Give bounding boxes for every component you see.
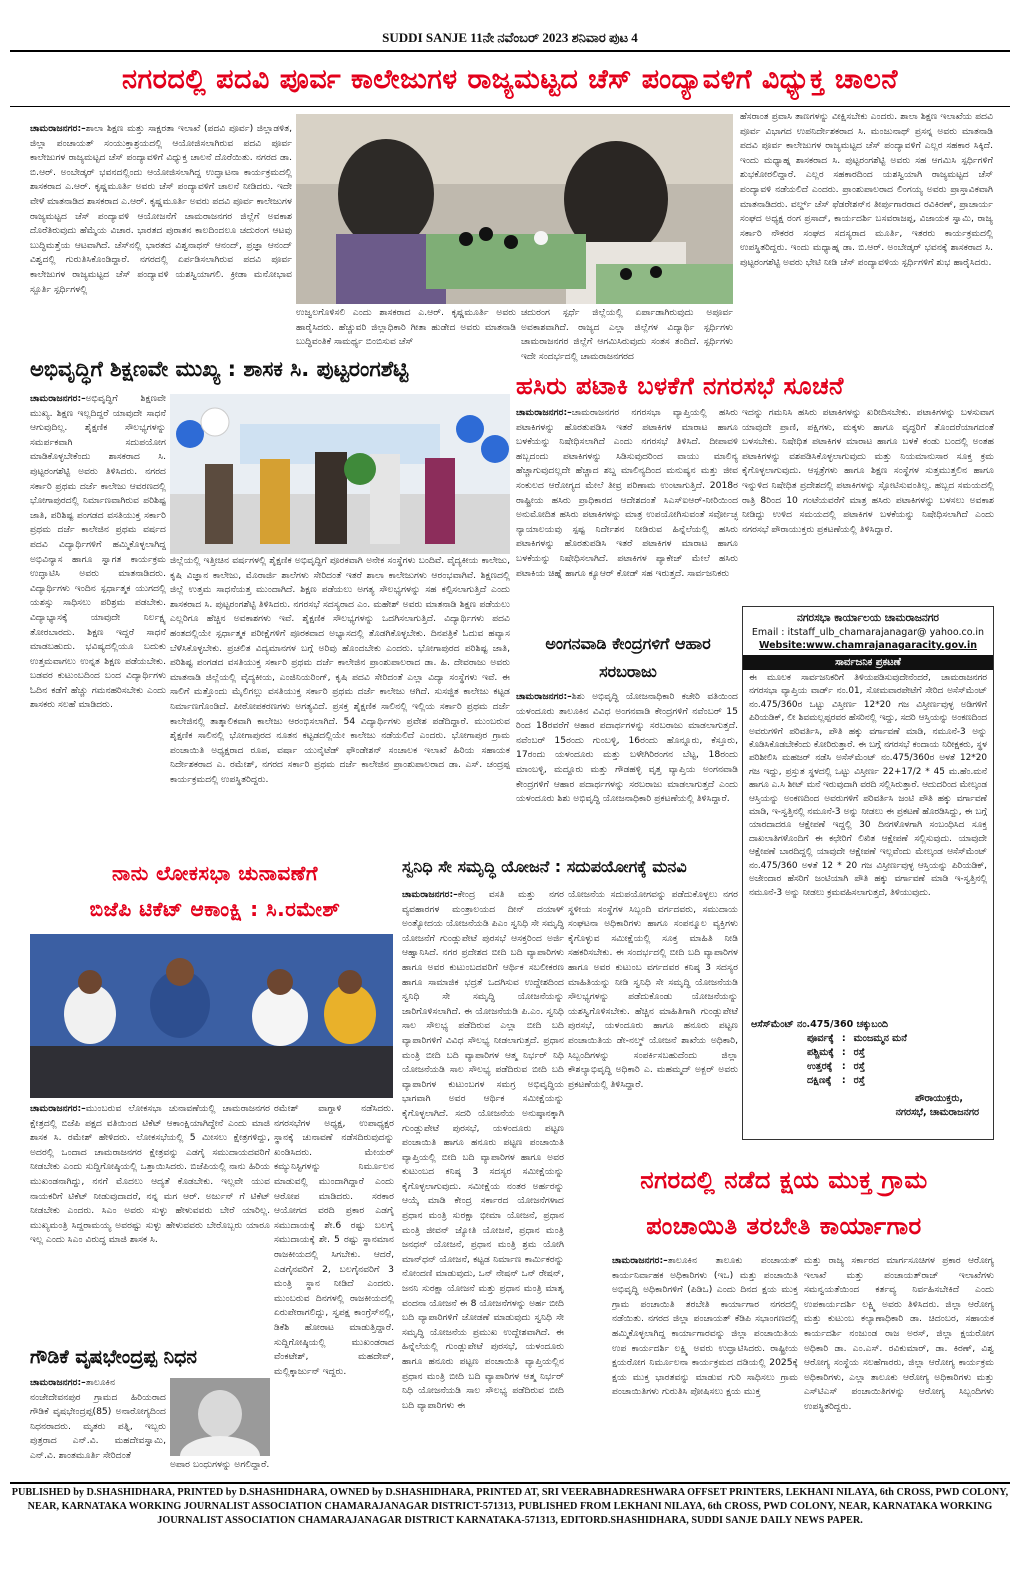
notice-title: ಸಾರ್ವಜನಿಕ ಪ್ರಕಟಣೆ [743, 655, 993, 670]
kshaya-col2: ಮತ್ತು ರಾಜ್ಯ ಸರ್ಕಾರದ ಮಾರ್ಗಸೂಚಿಗಳ ಪ್ರಕಾರ ಆರೋಗ್ಯ ಇಲಾಖೆ ಮತ್ತು ಪಂಚಾಯತ್‌ರಾಜ್ ಇಲಾಖೆಗಳು ಸಮನ್ವಯತೆಯಿಂದ ಕರ್ತವ್ಯ ನಿರ್ವಹಿಸಬೇಕಿದೆ ಎಂದು ಉಪಕಾರ್ಯದರ್ಶಿ ಲಕ್ಷ್ಮಿ ಅವರು ತಿಳಿಸಿದರು. ಜಿಲ್ಲಾ ಆರೋಗ್ಯ ಮತ್ತು ಕುಟುಂಬ ಕಲ್ಯಾಣಾಧಿಕಾರಿ ಡಾ. ಚಿದಂಬರ, ಸಹಾಯಕ ಕಾರ್ಯದರ್ಶಿ ನಂಜುಂಡ ರಾಜ ಅರಸ್, ಜಿಲ್ಲಾ ಕ್ಷಯರೋಗ ಅಧಿಕಾರಿ ಡಾ. ಎಂ.ಎಸ್. ರವಿಕುಮಾರ್, ಡಾ. ಕಿರಣ್, ವಿಶ್ವ ಆರೋಗ್ಯ ಸಂಸ್ಥೆಯ ಸಲಹೆಗಾರರು, ಜಿಲ್ಲಾ ಆರೋಗ್ಯ ಕಾರ್ಯಕ್ರಮ ಅಧಿಕಾರಿಗಳು, ಎಲ್ಲಾ ತಾಲೂಕು ಆರೋಗ್ಯ ಅಧಿಕಾರಿಗಳು ಮತ್ತು ಎಸ್‌ಟಿಎಸ್ ಪಂಚಾಯಿತಿಗಳನ್ನು ಆರೋಗ್ಯ ಸಿಬ್ಬಂದಿಗಳು ಉಪಸ್ಥಿತರಿದ್ದರು. [804, 1255, 994, 1412]
kshaya-headline-1: ನಗರದಲ್ಲಿ ನಡೆದ ಕ್ಷಯ ಮುಕ್ತ ಗ್ರಾಮ [640, 1166, 928, 1194]
imprint-footer: PUBLISHED by D.SHASHIDHARA, PRINTED by D.SHASHIDHARA, OWNED by D.SHASHIDHARA, PRINTED AT, SRI VEERABHADRESHWARA OFFSET PRINTERS, LEKHANI NILAYA, 6th CROSS, PWD COLONY, NEAR, KARNATAKA WORKING JOURNALIST ASSOCIATION CHAMARAJANAGAR DISTRICT-571313, PUBLISHED FROM LEKHANI NILAYA, 6th CROSS, PWD COLONY, NEAR, KARNATAKA WORKING JOURNALIST ASSOCIATION CHAMARAJANAGAR DISTRICT KARNATAKA-571313, EDITORD.SHASHIDHARA, SUDDI SANJE DAILY NEWS PAPER. [11, 1487, 1009, 1526]
notice-sign-office: ನಗರಸಭೆ, ಚಾಮರಾಜನಗರ [895, 1107, 979, 1118]
footer-rule [10, 1482, 1010, 1484]
press-meet-image [30, 934, 393, 1098]
schedule-row: ದಕ್ಷಿಣಕ್ಕೆ : ರಸ್ತೆ [807, 1075, 865, 1086]
notice-website: Website:www.chamrajanagaracity.gov.in [758, 640, 978, 651]
obit-body: ಚಾಮರಾಜನಗರ:–ತಾಲೂಕಿನ ನಂಜೇದೇವನಪುರ ಗ್ರಾಮದ ಹಿರಿಯರಾದ ಗೌಡಿಕೆ ವೃಷಭೇಂದ್ರಪ್ಪ(85) ಅನಾರೋಗ್ಯದಿಂದ ನಿಧನರಾದರು. ಮೃತರು ಪತ್ನಿ, ಇಬ್ಬರು ಪುತ್ರರಾದ ಎನ್.ವಿ. ಮಹದೇವಸ್ವಾಮಿ, ಎನ್.ವಿ. ಶಾಂತಮೂರ್ತಿ ಸೇರಿದಂತೆ [30, 1377, 166, 1461]
schedule-row: ಪೂರ್ವಕ್ಕೆ : ಮಂಜಮ್ಮನ ಮನೆ [807, 1033, 907, 1044]
obit-headline: ಗೌಡಿಕೆ ವೃಷಭೇಂದ್ರಪ್ಪ ನಿಧನ [30, 1346, 197, 1368]
lead-body-col4: ಹೆಸರಾಂತ ಪ್ರವಾಸಿ ತಾಣಗಳನ್ನು ವೀಕ್ಷಿಸಬೇಕು ಎಂದರು. ಶಾಲಾ ಶಿಕ್ಷಣ ಇಲಾಖೆಯ ಪದವಿ ಪೂರ್ವ ವಿಭಾಗದ ಉಪನಿರ್ದೇಶಕರಾದ ಸಿ. ಮಂಜುನಾಥ್ ಪ್ರಸನ್ನ ಅವರು ಮಾತನಾಡಿ ಪದವಿ ಪೂರ್ವ ಕಾಲೇಜುಗಳ ರಾಜ್ಯಮಟ್ಟದ ಚೆಸ್ ಪಂದ್ಯಾವಳಿಗೆ ಎಲ್ಲರ ಸಹಕಾರ ಸಿಕ್ಕಿದೆ. ಇಂದು ಮಧ್ಯಾಹ್ನ ಶಾಸಕರಾದ ಸಿ. ಪುಟ್ಟರಂಗಶೆಟ್ಟಿ ಅವರು ಸಹ ಆಗಮಿಸಿ ಸ್ಪರ್ಧಿಗಳಿಗೆ ಶುಭಕೋರಲಿದ್ದಾರೆ. ಎಲ್ಲರ ಸಹಕಾರದಿಂದ ಯಶಸ್ವಿಯಾಗಿ ರಾಜ್ಯಮಟ್ಟದ ಚೆಸ್ ಪಂದ್ಯಾವಳಿ ನಡೆಯಲಿದೆ ಎಂದರು. ಪ್ರಾಂಶುಪಾಲರಾದ ಲಿಂಗಯ್ಯ ಅವರು ಪ್ರಾಸ್ತಾವಿಕವಾಗಿ ಮಾತನಾಡಿದರು. ವರ್ಲ್ಡ್ ಚೆಸ್ ಫೆಡರೇಶನ್‌ನ ತೀರ್ಪುಗಾರರಾದ ರವಿಕಿರಣ್, ಪ್ರಾಚಾರ್ಯ ಸಂಘದ ಅಧ್ಯಕ್ಷ ರಂಗ ಪ್ರಸಾದ್, ಕಾರ್ಯದರ್ಶಿ ಬಸವರಾಜಪ್ಪ, ವಿಜಾಯಕ ಸ್ವಾಮಿ, ರಾಜ್ಯ ಸರ್ಕಾರಿ ನೌಕರರ ಸಂಘದ ಸದಸ್ಯರಾದ ಮೂರ್ತಿ, ಇತರರು ಕಾರ್ಯಕ್ರಮದಲ್ಲಿ ಉಪಸ್ಥಿತರಿದ್ದರು. ಇಂದು ಮಧ್ಯಾಹ್ನ ಡಾ. ಬಿ.ಆರ್. ಅಂಬೇಡ್ಕರ್ ಭವನಕ್ಕೆ ಶಾಸಕರಾದ ಸಿ. ಪುಟ್ಟರಂಗಶೆಟ್ಟಿ ಅವರು ಭೇಟಿ ನೀಡಿ ಚೆಸ್ ಪಂದ್ಯಾವಳಿಯ ಸ್ಪರ್ಧಿಗಳಿಗೆ ಶುಭ ಹಾರೈಸಿದರು. [740, 111, 993, 268]
notice-schedule-title: ಆಸೆಸ್‌ಮೆಂಟ್ ನಂ.475/360 ಚಕ್ಕುಬಂದಿ [751, 1019, 889, 1030]
college-event-photo [170, 394, 510, 554]
svanidhi-col2: ಯೋಜನೆಯ ಸದುಪಯೋಗವನ್ನು ಪಡೆದುಕೊಳ್ಳಲು ನಗರ ಸ್ಥಳೀಯ ಸಂಸ್ಥೆಗಳ ಸಿಬ್ಬಂದಿ ವರ್ಗದವರು, ಸಮುದಾಯ ಸಂಘಟನಾ ಅಧಿಕಾರಿಗಳು ಹಾಗೂ ಸಂಪನ್ಮೂಲ ವ್ಯಕ್ತಿಗಳು ಕೈಗೊಳ್ಳುವ ಸಮೀಕ್ಷೆಯಲ್ಲಿ ಸೂಕ್ತ ಮಾಹಿತಿ ನೀಡಿ ಸಹಕರಿಸಬೇಕು. ಈ ಸಂದರ್ಭದಲ್ಲಿ ಬೀದಿ ಬದಿ ವ್ಯಾಪಾರಿಗಳ ಹಾಗೂ ಅವರ ಕುಟುಂಬ ವರ್ಗದವರ ಕನಿಷ್ಠ 3 ಸದಸ್ಯರ ಮಾಹಿತಿಯನ್ನು ನೀಡಿ ಸ್ವನಿಧಿ ಸೇ ಸಮೃದ್ಧಿ ಯೋಜನೆಯಡಿ ಸೌಲಭ್ಯಗಳನ್ನು ಪಡೆದುಕೊಂಡು ಯೋಜನೆಯನ್ನು ಯಶಸ್ವಿಗೊಳಿಸಬೇಕು. ಹೆಚ್ಚಿನ ಮಾಹಿತಿಗಾಗಿ ಗುಂಡ್ಲುಪೇಟೆ ಪುರಸಭೆ, ಯಳಂದೂರು ಹಾಗೂ ಹನೂರು ಪಟ್ಟಣ ಪಂಚಾಯಿತಿಯ ಡೇ-ನಲ್ಮ್ ಯೋಜನೆ ಶಾಖೆಯ ಅಧಿಕಾರಿ, ಸಿಬ್ಬಂದಿಗಳನ್ನು ಸಂಪರ್ಕಿಸಬಹುದೆಂದು ಜಿಲ್ಲಾ ಕೌಶಲ್ಯಾಭಿವೃದ್ಧಿ ಅಧಿಕಾರಿ ಎ. ಮಹಮ್ಮದ್ ಅಕ್ಬರ್ ಅವರು ಪ್ರಕಟಣೆಯಲ್ಲಿ ತಿಳಿಸಿದ್ದಾರೆ. [568, 889, 738, 1090]
kshaya-col1: ಚಾಮರಾಜನಗರ:–ತಾಲೂಕಿನ ತಾಲೂಕು ಪಂಚಾಯತ್ ಕಾರ್ಯನಿರ್ವಾಹಕ ಅಧಿಕಾರಿಗಳು (ಇಒ) ಮತ್ತು ಪಂಚಾಯಿತಿ ಅಭಿವೃದ್ಧಿ ಅಧಿಕಾರಿಗಳಿಗೆ (ಪಿಡಿಒ) ಎಂದು ದಿನದ ಕ್ಷಯ ಮುಕ್ತ ಗ್ರಾಮ ಪಂಚಾಯಿತಿ ತರಬೇತಿ ಕಾರ್ಯಾಗಾರ ನಗರದಲ್ಲಿ ನಡೆಯಿತು. ನಗರದ ಜಿಲ್ಲಾ ಪಂಚಾಯತ್ ಕೆಡಿಪಿ ಸಭಾಂಗಣದಲ್ಲಿ ಹಮ್ಮಿಕೊಳ್ಳಲಾಗಿದ್ದ ಕಾರ್ಯಾಗಾರವನ್ನು ಜಿಲ್ಲಾ ಪಂಚಾಯಿತಿಯ ಉಪ ಕಾರ್ಯದರ್ಶಿ ಲಕ್ಷ್ಮಿ ಅವರು ಉದ್ಘಾಟಿಸಿದರು. ರಾಷ್ಟ್ರೀಯ ಕ್ಷಯರೋಗ ನಿರ್ಮೂಲನಾ ಕಾರ್ಯಕ್ರಮದ ದಡಿಯಲ್ಲಿ 2025ಕ್ಕೆ ಕ್ಷಯ ಮುಕ್ತ ಭಾರತವನ್ನು ಮಾಡುವ ಗುರಿ ಸಾಧಿಸಲು ಗ್ರಾಮ ಪಂಚಾಯಿತಿಗಳು ಗುರುತಿಸಿ ಪೋಷಿಸಲು ಕ್ಷಯ ಮುಕ್ತ [612, 1255, 798, 1398]
ticket-col2: ರಮೇಶ್ ವಾಗ್ದಾಳಿ ನಡೆಸಿದರು. ನಗರಸಭೆಗಳ ಅಧ್ಯಕ್ಷ, ಉಪಾಧ್ಯಕ್ಷರ ಸ್ಥಾನಕ್ಕೆ ಚುನಾವಣೆ ನಡೆಸದಿರುವುದನ್ನು ಖಂಡಿಸಿದರು. ಮೇಯರ್ ಕಮ್ಯುನಿಸ್ಟಿಗಳನ್ನು ನಿರ್ಮೂಲನ ಮಾಡುವಲ್ಲಿ ಮುಂದಾಗಿದ್ದಾರೆ ಎಂದು ಆರೋಪ ಮಾಡಿದರು. ಸರಕಾರ ಆಯೋಗದ ವರದಿ ಪ್ರಕಾರ ಎಡಗೈ ಸಮುದಾಯಕ್ಕೆ ಶೇ.6 ರಷ್ಟು ಬಲಗೈ ಸಮುದಾಯಕ್ಕೆ ಶೇ. 5 ರಷ್ಟು ಸ್ಥಾನಮಾನ ರಾಜಕೀಯದಲ್ಲಿ ಸಿಗಬೇಕು. ಆದರೆ, ಎಡಗೈನವರಿಗೆ 2, ಬಲಗೈನವರಿಗೆ 3 ಮಂತ್ರಿ ಸ್ಥಾನ ನೀಡಿದೆ ಎಂದರು. ಮುಂಬರುವ ದಿನಗಳಲ್ಲಿ ರಾಜಕೀಯದಲ್ಲಿ ಏರುಪೇರಾಗಲಿದ್ದು, ಸ್ವಪಕ್ಷ ಕಾಂಗ್ರೆಸ್‌ನಲ್ಲಿ, ಡಿಕೆಶಿ ಹೋರಾಟ ಮಾಡುತ್ತಿದ್ದಾರೆ. ಸುದ್ದಿಗೋಷ್ಠಿಯಲ್ಲಿ ಮುಖಂಡರಾದ ವೆಂಕಟೇಶ್, ಮಹದೇವ್, ಮಲ್ಲಿಕ್ಕಾರ್ಜುನ್ ಇದ್ದರು. [274, 1103, 394, 1377]
lead-body-col3: ಚದುರಂಗ ಸ್ಪರ್ಧೆ ಜಿಲ್ಲೆಯಲ್ಲಿ ಏರ್ಪಾಡಾಗಿರುವುದು ಅಪೂರ್ವ ಅವಕಾಶವಾಗಿದೆ. ರಾಜ್ಯದ ಎಲ್ಲಾ ಜಿಲ್ಲೆಗಳ ವಿದ್ಯಾರ್ಥಿ ಸ್ಪರ್ಧಿಗಳು ಚಾಮರಾಜನಗರ ಜಿಲ್ಲೆಗೆ ಆಗಮಿಸಿರುವುದು ಸಂತಸ ತಂದಿದೆ. ಸ್ಪರ್ಧಿಗಳು ಇದೇ ಸಂದರ್ಭದಲ್ಲಿ ಚಾಮರಾಜನಗರದ [521, 307, 733, 362]
shikshana-main-text: ಜಿಲ್ಲೆಯಲ್ಲಿ ಇತ್ತೀಚಿನ ವರ್ಷಗಳಲ್ಲಿ ಶೈಕ್ಷಣಿಕ ಅಭಿವೃದ್ಧಿಗೆ ಪೂರಕವಾಗಿ ಅನೇಕ ಸಂಸ್ಥೆಗಳು ಬಂದಿವೆ. ವೈದ್ಯಕೀಯ ಕಾಲೇಜು, ಕೃಷಿ ವಿಜ್ಞಾನ ಕಾಲೇಜು, ಮೊರಾರ್ಜಿ ಶಾಲೆಗಳು ಸೇರಿದಂತೆ ಇತರೆ ಶಾಲಾ ಕಾಲೇಜುಗಳು ಆರಂಭವಾಗಿವೆ. ಶಿಕ್ಷಣದಲ್ಲಿ ಜಿಲ್ಲೆ ಉತ್ತಮ ಸಾಧನೆಯತ್ತ ಮುಂದಾಗಿದೆ. ಶಿಕ್ಷಣ ಪಡೆಯಲು ಅಗತ್ಯ ಸೌಲಭ್ಯಗಳನ್ನು ಸಹ ಕಲ್ಪಿಸಲಾಗುತ್ತಿದೆ ಎಂದು ಶಾಸಕರಾದ ಸಿ. ಪುಟ್ಟರಂಗಶೆಟ್ಟಿ ತಿಳಿಸಿದರು. ನಗರಸಭೆ ಸದಸ್ಯರಾದ ಎಂ. ಮಹೇಶ್ ಅವರು ಮಾತನಾಡಿ ಶಿಕ್ಷಣ ಪಡೆಯಲು ಎಲ್ಲರಿಗೂ ಹೆಚ್ಚಿನ ಅವಕಾಶಗಳು ಇವೆ. ಶೈಕ್ಷಣಿಕ ಸೌಲಭ್ಯಗಳನ್ನು ಒದಗಿಸಲಾಗುತ್ತಿದೆ. ವಿದ್ಯಾರ್ಥಿಗಳು ಪದವಿ ಹಂತದಲ್ಲಿಯೇ ಸ್ಪರ್ಧಾತ್ಮಕ ಪರೀಕ್ಷೆಗಳಿಗೆ ಪೂರಕವಾದ ಅಭ್ಯಾಸದಲ್ಲಿ ತೊಡಗಿಕೊಳ್ಳಬೇಕು. ದಿನಪತ್ರಿಕೆ ಓದುವ ಹವ್ಯಾಸ ಬೆಳೆಸಿಕೊಳ್ಳಬೇಕು. ಪ್ರಚಲಿತ ವಿದ್ಯಮಾನಗಳ ಬಗ್ಗೆ ಅರಿವು ಹೊಂದಬೇಕು ಎಂದರು. ಭೋಗಾಪುರದ ಪರಿಶಿಷ್ಟ ಜಾತಿ, ಪರಿಶಿಷ್ಟ ಪಂಗಡದ ವಸತಿಯುಕ್ತ ಸರ್ಕಾರಿ ಪ್ರಥಮ ದರ್ಜೆ ಕಾಲೇಜಿನ ಪ್ರಾಂಶುಪಾಲರಾದ ಡಾ. ಹಿ. ದೇವರಾಜು ಅವರು ಮಾತನಾಡಿ ಜಿಲ್ಲೆಯಲ್ಲಿ ವೈದ್ಯಕೀಯ, ಎಂಜಿನಿಯರಿಂಗ್, ಕೃಷಿ ಪದವಿ ಸೇರಿದಂತೆ ಎಲ್ಲಾ ವಿದ್ಯಾ ಸಂಸ್ಥೆಗಳು ಇವೆ. ಈ ಸಾಲಿಗೆ ಮತ್ತೊಂದು ಮೈಲಿಗಲ್ಲು ವಸತಿಯುಕ್ತ ಸರ್ಕಾರಿ ಪ್ರಥಮ ದರ್ಜೆ ಕಾಲೇಜು ಆಗಿದೆ. ಸುಸಜ್ಜಿತ ಕಾಲೇಜು ಕಟ್ಟಡ ನಿರ್ಮಾಣಗೊಂಡಿದೆ. ಪೀಠೋಪಕರಣಗಳು ಅಗತ್ಯವಿದೆ. ಪ್ರಸಕ್ತ ಶೈಕ್ಷಣಿಕ ಸಾಲಿನಲ್ಲಿ ಇಲ್ಲಿಯ ಸರ್ಕಾರಿ ಪ್ರಥಮ ದರ್ಜೆ ಕಾಲೇಜಿನಲ್ಲಿ ತಾತ್ಕಾಲಿಕವಾಗಿ ಕಾಲೇಜು ಆರಂಭಿಸಲಾಗಿದೆ. 54 ವಿದ್ಯಾರ್ಥಿಗಳು ಪ್ರವೇಶ ಪಡೆದಿದ್ದಾರೆ. ಮುಂಬರುವ ಶೈಕ್ಷಣಿಕ ಸಾಲಿನಲ್ಲಿ ಭೋಗಾಪುರದ ನೂತನ ಕಟ್ಟಡದಲ್ಲಿಯೇ ಕಾಲೇಜು ನಡೆಯಲಿದೆ ಎಂದರು. ಭೋಗಾಪುರ ಗ್ರಾಮ ಪಂಚಾಯಿತಿ ಅಧ್ಯಕ್ಷರಾದ ರೂಪ, ವರ್ಷಾ ಯುನೈಟೆಡ್ ಫೌಂಡೇಶನ್ ಸಂಚಾಲಕ ಇಲಾಖೆ ಹಿರಿಯ ಸಹಾಯಕ ನಿರ್ದೇಶಕರಾದ ಎ. ರಮೇಶ್, ನಗರದ ಸರ್ಕಾರಿ ಪ್ರಥಮ ದರ್ಜೆ ಕಾಲೇಜಿನ ಪ್ರಾಂಶುಪಾಲರಾದ ಡಾ. ಎಸ್. ಚಂದ್ರಪ್ಪ ಕಾರ್ಯಕ್ರಮದಲ್ಲಿ ಉಪಸ್ಥಿತರಿದ್ದರು. [170, 555, 510, 785]
svanidhi-col1: ಚಾಮರಾಜನಗರ:–ಕೇಂದ್ರ ವಸತಿ ಮತ್ತು ನಗರ ವ್ಯವಹಾರಗಳ ಮಂತ್ರಾಲಯದ ದೀನ್ ದಯಾಳ್ ಅಂತ್ಯೋದಯ ಯೋಜನೆಯಡಿ ಪಿಎಂ ಸ್ವನಿಧಿ ಸೇ ಸಮೃದ್ಧಿ ಯೋಜನೆಗೆ ಗುಂಡ್ಲುಪೇಟೆ ಪುರಸಭೆ ಆಸಕ್ತರಿಂದ ಅರ್ಜಿ ಆಹ್ವಾನಿಸಿದೆ. ನಗರ ಪ್ರದೇಶದ ಬೀದಿ ಬದಿ ವ್ಯಾಪಾರಿಗಳು ಹಾಗೂ ಅವರ ಕುಟುಂಬದವರಿಗೆ ಆರ್ಥಿಕ ಸಬಲೀಕರಣ ಹಾಗೂ ಸಾಮಾಜಿಕ ಭದ್ರತೆ ಒದಗಿಸುವ ಉದ್ದೇಶದಿಂದ ಸ್ವನಿಧಿ ಸೇ ಸಮೃದ್ಧಿ ಯೋಜನೆಯನ್ನು ಜಾರಿಗೊಳಿಸಲಾಗಿದೆ. ಈ ಯೋಜನೆಯಡಿ ಪಿ.ಎಂ. ಸ್ವನಿಧಿ ಸಾಲ ಸೌಲಭ್ಯ ಪಡೆದಿರುವ ಎಲ್ಲಾ ಬೀದಿ ಬದಿ ವ್ಯಾಪಾರಿಗಳಿಗೆ ವಿವಿಧ ಸೌಲಭ್ಯ ನೀಡಲಾಗುತ್ತದೆ. ಪ್ರಧಾನ ಮಂತ್ರಿ ಬೀದಿ ಬದಿ ವ್ಯಾಪಾರಿಗಳ ಆತ್ಮ ನಿರ್ಭರ್ ನಿಧಿ ಯೋಜನೆಯಡಿ ಸಾಲ ಸೌಲಭ್ಯ ಪಡೆದಿರುವ ಬೀದಿ ಬದಿ ವ್ಯಾಪಾರಿಗಳ ಕುಟುಂಬಗಳ ಸಮಗ್ರ ಅಭಿವೃದ್ಧಿಯ ಭಾಗವಾಗಿ ಅವರ ಆರ್ಥಿಕ ಸಮೀಕ್ಷೆಯನ್ನು ಕೈಗೊಳ್ಳಲಾಗಿದೆ. ಸದರಿ ಯೋಜನೆಯ ಅನುಷ್ಠಾನಕ್ಕಾಗಿ ಗುಂಡ್ಲುಪೇಟೆ ಪುರಸಭೆ, ಯಳಂದೂರು ಪಟ್ಟಣ ಪಂಚಾಯಿತಿ ಹಾಗೂ ಹನೂರು ಪಟ್ಟಣ ಪಂಚಾಯಿತಿ ವ್ಯಾಪ್ತಿಯಲ್ಲಿ ಬೀದಿ ಬದಿ ವ್ಯಾಪಾರಿಗಳ ಹಾಗೂ ಅವರ ಕುಟುಂಬದ ಕನಿಷ್ಠ 3 ಸದಸ್ಯರ ಸಮೀಕ್ಷೆಯನ್ನು ಕೈಗೊಳ್ಳಲಾಗುವುದು. ಸಮೀಕ್ಷೆಯ ನಂತರ ಅರ್ಹರನ್ನು ಆಯ್ಕೆ ಮಾಡಿ ಕೇಂದ್ರ ಸರ್ಕಾರದ ಯೋಜನೆಗಳಾದ ಪ್ರಧಾನ ಮಂತ್ರಿ ಸುರಕ್ಷಾ ಭೀಮಾ ಯೋಜನೆ, ಪ್ರಧಾನ ಮಂತ್ರಿ ಜೀವನ್ ಜ್ಯೋತಿ ಯೋಜನೆ, ಪ್ರಧಾನ ಮಂತ್ರಿ ಜನಧನ್ ಯೋಜನೆ, ಪ್ರಧಾನ ಮಂತ್ರಿ ಶ್ರಮ ಯೋಗಿ ಮಾನ್‌ಧನ್ ಯೋಜನೆ, ಕಟ್ಟಡ ನಿರ್ಮಾಣ ಕಾರ್ಮಿಕರನ್ನು ನೋಂದಣಿ ಮಾಡುವುದು, ಒನ್ ನೇಷನ್ ಒನ್ ರೇಷನ್, ಜನನಿ ಸುರಕ್ಷಾ ಯೋಜನೆ ಮತ್ತು ಪ್ರಧಾನ ಮಂತ್ರಿ ಮಾತೃ ವಂದನಾ ಯೋಜನೆ ಈ 8 ಯೋಜನೆಗಳನ್ನು ಅರ್ಹ ಬೀದಿ ಬದಿ ವ್ಯಾಪಾರಿಗಳಿಗೆ ಜೋಡಣೆ ಮಾಡುವುದು ಸ್ವನಿಧಿ ಸೇ ಸಮೃದ್ಧಿ ಯೋಜನೆಯ ಪ್ರಮುಖ ಉದ್ದೇಶವಾಗಿದೆ. ಈ ಹಿನ್ನೆಲೆಯಲ್ಲಿ ಗುಂಡ್ಲುಪೇಟೆ ಪುರಸಭೆ, ಯಳಂದೂರು ಹಾಗೂ ಹನೂರು ಪಟ್ಟಣ ಪಂಚಾಯಿತಿ ವ್ಯಾಪ್ತಿಯಲ್ಲಿನ ಪ್ರಧಾನ ಮಂತ್ರಿ ಬೀದಿ ಬದಿ ವ್ಯಾಪಾರಿಗಳ ಆತ್ಮ ನಿರ್ಭರ್ ನಿಧಿ ಯೋಜನೆಯಡಿ ಸಾಲ ಸೌಲಭ್ಯ ಪಡೆದಿರುವ ಬೀದಿ ಬದಿ ವ್ಯಾಪಾರಿಗಳು ಈ [402, 889, 564, 1411]
press-meet-photo [30, 934, 393, 1098]
shikshana-headline: ಅಭಿವೃದ್ಧಿಗೆ ಶಿಕ್ಷಣವೇ ಮುಖ್ಯ : ಶಾಸಕ ಸಿ. ಪುಟ್ಟರಂಗಶೆಟ್ಟಿ [30, 357, 409, 381]
pataki-right-col: ಇದನ್ನು ಗಮನಿಸಿ ಹಸಿರು ಪಟಾಕಿಗಳನ್ನು ಖರೀದಿಸಬೇಕು. ಪಟಾಕಿಗಳನ್ನು ಬಳಸುವಾಗ ಯಾವುದೇ ಪ್ರಾಣಿ, ಪಕ್ಷಿಗಳು, ಮಕ್ಕಳು ಹಾಗೂ ವೃದ್ಧರಿಗೆ ತೊಂದರೆಯಾಗದಂತೆ ಬಳಸಬೇಕು. ನಿಷೇಧಿತ ಪಟಾಕಿಗಳ ಮಾರಾಟ ಹಾಗೂ ಬಳಕೆ ಕಂಡು ಬಂದಲ್ಲಿ ಅಂತಹ ಪಟಾಕಿಗಳನ್ನು ವಶಪಡಿಸಿಕೊಳ್ಳಲಾಗುವುದು ಮತ್ತು ನಿಯಮಾನುಸಾರ ಸೂಕ್ತ ಕ್ರಮ ಕೈಗೊಳ್ಳಲಾಗುವುದು. ಆಸ್ಪತ್ರೆಗಳು ಹಾಗೂ ಶಿಕ್ಷಣ ಸಂಸ್ಥೆಗಳ ಸುತ್ತಮುತ್ತಲಿನ ಹಾಗೂ ಇನ್ನುಳಿದ ನಿಷೇಧಿತ ಪ್ರದೇಶದಲ್ಲಿ ಪಟಾಕಿಗಳನ್ನು ಸ್ಫೋಟಿಸುವಂತಿಲ್ಲ. ಹಬ್ಬದ ಸಮಯದಲ್ಲಿ ರಾತ್ರಿ 8ರಿಂದ 10 ಗಂಟೆಯವರೆಗೆ ಮಾತ್ರ ಹಸಿರು ಪಟಾಕಿಗಳನ್ನು ಬಳಸಲು ಅವಕಾಶ ನೀಡಿದ್ದು ಉಳಿದ ಸಮಯದಲ್ಲಿ ಪಟಾಕಿಗಳ ಬಳಕೆಯನ್ನು ನಿಷೇಧಿಸಲಾಗಿದೆ ಎಂದು ನಗರಸಭೆ ಪೌರಾಯುಕ್ತರು ಪ್ರಕಟಣೆಯಲ್ಲಿ ತಿಳಿಸಿದ್ದಾರೆ. [742, 407, 994, 535]
obit-portrait-image [170, 1378, 270, 1456]
notice-email: Email : itstaff_ulb_chamarajanagar@ yahoo.co.in [751, 627, 985, 638]
dateline: ಚಾಮರಾಜನಗರ:– [30, 123, 86, 134]
ticket-col1: ಚಾಮರಾಜನಗರ:–ಮುಂಬರುವ ಲೋಕಸಭಾ ಚುನಾವಣೆಯಲ್ಲಿ ಚಾಮರಾಜನಗರ ಕ್ಷೇತ್ರದಲ್ಲಿ ಬಿಜೆಪಿ ಪಕ್ಷದ ವತಿಯಿಂದ ಟಿಕೆಟ್ ಆಕಾಂಕ್ಷಿಯಾಗಿದ್ದೇನೆ ಎಂದು ಮಾಜಿ ಶಾಸಕ ಸಿ. ರಮೇಶ್ ಹೇಳಿದರು. ಲೋಕಸಭೆಯಲ್ಲಿ 5 ಮೀಸಲು ಕ್ಷೇತ್ರಗಳಿದ್ದು, ಅದರಲ್ಲಿ ಒಂದಾದ ಚಾಮರಾಜನಗರ ಕ್ಷೇತ್ರವನ್ನು ಎಡಗೈ ಸಮುದಾಯದವರಿಗೆ ನೀಡಬೇಕು ಎಂದು ಸುದ್ದಿಗೋಷ್ಠಿಯಲ್ಲಿ ಒತ್ತಾಯಿಸಿದರು. ಬಿಜೆಪಿಯಲ್ಲಿ ನಾನು ಹಿರಿಯ ಮುಖಂಡನಾಗಿದ್ದು, ನನಗೆ ಮೊದಲು ಆದ್ಯತೆ ಕೊಡಬೇಕು. ಇಲ್ಲವೇ ಯುವ ನಾಯಕರಿಗೆ ಟಿಕೆಟ್ ನೀಡುವುದಾದರೆ, ನನ್ನ ಮಗ ಆರ್. ಅರ್ಜುನ್ ಗೆ ಟಿಕೆಟ್ ನೀಡಬೇಕು ಎಂದರು. ಸಿಎಂ ಅವರು ಸುಳ್ಳು ಹೇಳುವವರು ಬೇರೆ ಯಾರಿಲ್ಲ. ಮುಖ್ಯಮಂತ್ರಿ ಸಿದ್ದರಾಮಯ್ಯ ಅವರಷ್ಟು ಸುಳ್ಳು ಹೇಳುವವರು ಬೇರೊಬ್ಬರು ಯಾರೂ ಇಲ್ಲ ಎಂದು ಸಿಎಂ ವಿರುದ್ಧ ಮಾಜಿ ಶಾಸಕ ಸಿ. [30, 1103, 270, 1246]
chess-photo [296, 114, 733, 304]
schedule-row: ಉತ್ತರಕ್ಕೆ : ರಸ್ತೆ [807, 1061, 865, 1072]
ticket-headline-2: ಬಿಜೆಪಿ ಟಿಕೆಟ್ ಆಕಾಂಕ್ಷಿ : ಸಿ.ರಮೇಶ್ [89, 897, 341, 921]
notice-schedule-table [803, 1032, 911, 1088]
shikshana-left-col: ಚಾಮರಾಜನಗರ:–ಅಭಿವೃದ್ಧಿಗೆ ಶಿಕ್ಷಣವೇ ಮುಖ್ಯ. ಶಿಕ್ಷಣ ಇಲ್ಲದಿದ್ದರೆ ಯಾವುದೇ ಸಾಧನೆ ಆಗುವುದಿಲ್ಲ. ಶೈಕ್ಷಣಿಕ ಸೌಲಭ್ಯಗಳನ್ನು ಸಮರ್ಪಕವಾಗಿ ಸದುಪಯೋಗ ಮಾಡಿಕೊಳ್ಳಬೇಕೆಂದು ಶಾಸಕರಾದ ಸಿ. ಪುಟ್ಟರಂಗಶೆಟ್ಟಿ ಅವರು ತಿಳಿಸಿದರು. ನಗರದ ಸರ್ಕಾರಿ ಪ್ರಥಮ ದರ್ಜೆ ಕಾಲೇಜು ಆವರಣದಲ್ಲಿ ಭೋಗಾಪುರದಲ್ಲಿ ನಿರ್ಮಾಣವಾಗಿರುವ ಪರಿಶಿಷ್ಟ ಜಾತಿ, ಪರಿಶಿಷ್ಟ ಪಂಗಡದ ವಸತಿಯುಕ್ತ ಸರ್ಕಾರಿ ಪ್ರಥಮ ದರ್ಜೆ ಕಾಲೇಜಿನ ಪ್ರಥಮ ವರ್ಷದ ಪದವಿ ವಿದ್ಯಾರ್ಥಿಗಳಿಗೆ ಹಮ್ಮಿಕೊಳ್ಳಲಾಗಿದ್ದ ಅಭಿವಿನ್ಯಾಸ ಹಾಗೂ ಸ್ವಾಗತ ಕಾರ್ಯಕ್ರಮ ಉದ್ಘಾಟಿಸಿ ಅವರು ಮಾತನಾಡಿದರು. ವಿದ್ಯಾರ್ಥಿಗಳು ಇಂದಿನ ಸ್ಪರ್ಧಾತ್ಮಕ ಯುಗದಲ್ಲಿ ಯಶಸ್ಸು ಸಾಧಿಸಲು ಪರಿಶ್ರಮ ಪಡಬೇಕು. ವಿದ್ಯಾಭ್ಯಾಸಕ್ಕೆ ಯಾವುದೇ ನಿರ್ಲಕ್ಷ್ಯ ತೋರಬಾರದು. ಶಿಕ್ಷಣ ಇದ್ದರೆ ಸಾಧನೆ ಮಾಡಬಹುದು. ಭವಿಷ್ಯದಲ್ಲಿಯೂ ಬದುಕು ಉತ್ತಮವಾಗಲು ಉನ್ನತ ಶಿಕ್ಷಣ ಪಡೆಯಬೇಕು. ಬಡವರ ಕುಟುಂಬದಿಂದ ಬಂದ ವಿದ್ಯಾರ್ಥಿಗಳು ಓದಿನ ಕಡೆಗೆ ಹೆಚ್ಚು ಗಮನಹರಿಸಬೇಕು ಎಂದು ಶಾಸಕರು ಸಲಹೆ ಮಾಡಿದರು. [30, 393, 166, 711]
schedule-row: ಪಶ್ಚಿಮಕ್ಕೆ : ರಸ್ತೆ [807, 1047, 865, 1058]
svanidhi-headline: ಸ್ವನಿಧಿ ಸೇ ಸಮೃದ್ಧಿ ಯೋಜನೆ : ಸದುಪಯೋಗಕ್ಕೆ ಮನವಿ [402, 857, 687, 876]
public-notice-box [742, 606, 994, 1140]
obit-caption: ಅಪಾರ ಬಂಧುಗಳನ್ನು ಅಗಲಿದ್ದಾರೆ. [170, 1459, 270, 1470]
anganavadi-body: ಚಾಮರಾಜನಗರ:–ಶಿಶು ಅಭಿವೃದ್ಧಿ ಯೋಜನಾಧಿಕಾರಿ ಕಚೇರಿ ವತಿಯಿಂದ ಯಳಂದೂರು ತಾಲೂಕಿನ ವಿವಿಧ ಅಂಗನವಾಡಿ ಕೇಂದ್ರಗಳಿಗೆ ನವೆಂಬರ್ 15 ರಿಂದ 18ರವರೆಗೆ ಆಹಾರ ಪದಾರ್ಥಗಳನ್ನು ಸರಬರಾಜು ಮಾಡಲಾಗುತ್ತದೆ. ನವೆಂಬರ್ 15ರಂದು ಗುಂಬಳ್ಳಿ, 16ರಂದು ಹೊನ್ನೂರು, ಕೆಸ್ತೂರು, 17ರಂದು ಯಳಂದೂರು ಮತ್ತು ಬಳೇಗಿರಿರಂಗನ ಬೆಟ್ಟ, 18ರಂದು ಮಾಂಬಳ್ಳಿ, ಮದ್ದೂರು ಮತ್ತು ಗೌಡಹಳ್ಳಿ ವೃತ್ತ ವ್ಯಾಪ್ತಿಯ ಅಂಗನವಾಡಿ ಕೇಂದ್ರಗಳಿಗೆ ಆಹಾರ ಪದಾರ್ಥಗಳನ್ನು ಸರಬರಾಜು ಮಾಡಲಾಗುತ್ತದೆ ಎಂದು ಯಳಂದೂರು ಶಿಶು ಅಭಿವೃದ್ಧಿ ಯೋಜನಾಧಿಕಾರಿ ಪ್ರಕಟಣೆಯಲ್ಲಿ ತಿಳಿಸಿದ್ದಾರೆ. [516, 691, 738, 805]
obit-portrait [170, 1378, 270, 1456]
notice-body: ಈ ಮೂಲಕ ಸಾರ್ವಜನಿಕರಿಗೆ ತಿಳಿಯಪಡಿಸುವುದೇನೆಂದರೆ, ಚಾಮರಾಜನಗರ ನಗರಸಭಾ ವ್ಯಾಪ್ತಿಯ ವಾರ್ಡ್ ನಂ.01, ಸೋಮವಾರಪೇಟೆಗೆ ಸೇರಿದ ಅಸೆಸ್‌ಮೆಂಟ್ ನಂ.475/360ರ ಒಟ್ಟು ವಿಸ್ತೀರ್ಣ 12*20 ಗಜ ವಿಸ್ತೀರ್ಣವುಳ್ಳ ಅಡಿಗಳಿಗೆ ಪಿರಿಯಡಿಕ್, ಲೀ ಶಿವಮಲ್ಲಪ್ಪರವರ ಹೆಸರಿನಲ್ಲಿ ಇದ್ದು, ಸದರಿ ಆಸ್ತಿಯನ್ನು ಅಂಕಣದಿಂದ ಅವರುಗಳಿಗೆ ಪರಿವರ್ತಿಸಿ, ಪೌತಿ ಹಕ್ಕು ವರ್ಗಾವಣೆ ಮಾಡಿ, ನಮೂನೆ-3 ಅನ್ನು ಕೊಡಿಸಿಕೊಡಬೇಕೆಂದು ಕೋರಿರುತ್ತಾರೆ. ಈ ಬಗ್ಗೆ ನಗರಸಭೆ ಕಂದಾಯ ನಿರೀಕ್ಷಕರು, ಸ್ಥಳ ಪರಿಶೀಲಿಸಿ ಮಹಜರ್ ನಡೆಸಿ ಅಸೆಸ್‌ಮೆಂಟ್ ನಂ.475/360ರ ಅಳತೆ 12*20 ಗಜ ಇದ್ದು, ಪ್ರಸ್ತುತ ಸ್ಥಳದಲ್ಲಿ ಒಟ್ಟು ವಿಸ್ತೀರ್ಣ 22+17/2 * 45 ಮ.ಹೆಂ.ಮನೆ ಹಾಗೂ ಎ.ಸಿ ಶೀಟ್ ಮನೆ ಇರುವುದಾಗಿ ವರದಿ ಸಲ್ಲಿಸಿರುತ್ತಾರೆ. ಆದುದರಿಂದ ಮೇಲ್ಕಂಡ ಆಸ್ತಿಯನ್ನು ಅಂಕಣದಿಂದ ಅವರುಗಳಿಗೆ ಪರಿವರ್ತಿಸಿ ಜಂಟಿ ಪೌತಿ ಹಕ್ಕು ವರ್ಗಾವಣೆ ಮಾಡಿ, ಇ-ಸ್ವತ್ತಿನಲ್ಲಿ ನಮೂನೆ-3 ಅನ್ನು ನೀಡಲು ಈ ಪ್ರಕಟಣೆ ಹೊರಡಿಸಿದ್ದು, ಈ ಬಗ್ಗೆ ಯಾರದಾದರೂ ಆಕ್ಷೇಪಣೆ ಇದ್ದಲ್ಲಿ 30 ದಿನಗಳೊಳಗಾಗಿ ಸಂಬಂಧಿಸಿದ ಸೂಕ್ತ ದಾಖಲಾತಿಗಳೊಂದಿಗೆ ಈ ಕಛೇರಿಗೆ ಲಿಖಿತ ಆಕ್ಷೇಪಣೆ ಸಲ್ಲಿಸುವುದು. ಯಾವುದೇ ಆಕ್ಷೇಪಣೆ ಬಾರದಿದ್ದಲ್ಲಿ ಯಾವುದೇ ಆಕ್ಷೇಪಣೆ ಇಲ್ಲವೆಂದು ಮೇಲ್ಕಂಡ ಆಸೆಸ್‌ಮೆಂಟ್ ನಂ.475/360 ಅಳತೆ 12 * 20 ಗಜ ವಿಸ್ತೀರ್ಣವುಳ್ಳ ಆಸ್ತಿಯನ್ನು ಪಿರಿಯಡಿಕ್, ಅಜೇಂದಾರ ಹೆಸರಿಗೆ ಜಂಟಿಯಾಗಿ ಪೌತಿ ಹಕ್ಕು ವರ್ಗಾವಣೆ ಮಾಡಿ ಇ-ಸ್ವತ್ತಿನಲ್ಲಿ ನಮೂನೆ-3 ಅನ್ನು ನೀಡಲು ಕ್ರಮವಹಿಸಲಾಗುತ್ತದೆ, ತಿಳಿಯುವುದು. [749, 673, 987, 898]
college-event-image [170, 394, 510, 554]
lead-body-col2: ಉಜ್ವಲಗೊಳಿಸಲಿ ಎಂದು ಶಾಸಕರಾದ ಎ.ಆರ್. ಕೃಷ್ಣಮೂರ್ತಿ ಅವರು ಹಾರೈಸಿದರು. ಹೆಚ್ಚುವರಿ ಜಿಲ್ಲಾಧಿಕಾರಿ ಗೀತಾ ಹುಡೇದ ಅವರು ಮಾತನಾಡಿ ಬುದ್ಧಿವಂತಿಕೆ ಸಾಮರ್ಥ್ಯ ಬಿಂಬಿಸುವ ಚೆಸ್ [296, 307, 516, 348]
pataki-left-col: ಚಾಮರಾಜನಗರ:–ಚಾಮರಾಜನಗರ ನಗರಸಭಾ ವ್ಯಾಪ್ತಿಯಲ್ಲಿ ಹಸಿರು ಪಟಾಕಿಗಳನ್ನು ಹೊರತುಪಡಿಸಿ ಇತರೆ ಪಟಾಕಿಗಳ ಮಾರಾಟ ಹಾಗೂ ಬಳಕೆಯನ್ನು ನಿಷೇಧಿಸಲಾಗಿದೆ ಎಂದು ನಗರಸಭೆ ತಿಳಿಸಿದೆ. ದೀಪಾವಳಿ ಹಬ್ಬದಂದು ಪಟಾಕಿಗಳನ್ನು ಸಿಡಿಸುವುದರಿಂದ ವಾಯು ಮಾಲಿನ್ಯ ಹೆಚ್ಚಾಗುವುದಲ್ಲದೇ ಹೆಚ್ಚಾದ ಶಬ್ದ ಮಾಲಿನ್ಯದಿಂದ ಮನುಷ್ಯನ ಮತ್ತು ಜೀವ ಸಂಕುಲದ ಆರೋಗ್ಯದ ಮೇಲೆ ತೀವ್ರ ಪರಿಣಾಮ ಉಂಟಾಗುತ್ತಿದೆ. 2018ರ ರಾಷ್ಟ್ರೀಯ ಹಸಿರು ಪ್ರಾಧಿಕಾರದ ಆದೇಶದಂತೆ ಸಿಎಸ್‌ಐಆರ್-ನೀರಿಯಿಂದ ಅನುಮೋದಿತ ಹಸಿರು ಪಟಾಕಿಗಳನ್ನು ಮಾತ್ರ ಉಪಯೋಗಿಸುವಂತೆ ಸರ್ವೋಚ್ಛ ನ್ಯಾಯಾಲಯವು ಸ್ಪಷ್ಟ ನಿರ್ದೇಶನ ನೀಡಿರುವ ಹಿನ್ನೆಲೆಯಲ್ಲಿ ಹಸಿರು ಪಟಾಕಿಗಳನ್ನು ಹೊರತುಪಡಿಸಿ ಇತರೆ ಪಟಾಕಿಗಳ ಮಾರಾಟ ಹಾಗೂ ಬಳಕೆಯನ್ನು ನಿಷೇಧಿಸಲಾಗಿದೆ. ಪಟಾಕಿಗಳ ಪ್ಯಾಕೇಜ್ ಮೇಲೆ ಹಸಿರು ಪಟಾಕಿಯ ಚಿಹ್ನೆ ಹಾಗೂ ಕ್ಯೂಆರ್ ಕೋಡ್ ಸಹ ಇರುತ್ತದೆ. ಸಾರ್ವಜನಿಕರು [516, 407, 738, 579]
notice-sign-title: ಪೌರಾಯುಕ್ತರು, [915, 1093, 963, 1104]
masthead: SUDDI SANJE 11ನೇ ನವೆಂಬರ್ 2023 ಶನಿವಾರ ಪುಟ 4 [382, 30, 638, 45]
lead-body-col1: ಚಾಮರಾಜನಗರ:–ಶಾಲಾ ಶಿಕ್ಷಣ ಮತ್ತು ಸಾಕ್ಷರತಾ ಇಲಾಖೆ (ಪದವಿ ಪೂರ್ವ) ಜಿಲ್ಲಾಡಳಿತ, ಜಿಲ್ಲಾ ಪಂಚಾಯತ್ ಸಂಯುಕ್ತಾಶ್ರಯದಲ್ಲಿ ಆಯೋಜಿಸಲಾಗಿರುವ ಪದವಿ ಪೂರ್ವ ಕಾಲೇಜುಗಳ ರಾಜ್ಯಮಟ್ಟದ ಚೆಸ್ ಪಂದ್ಯಾವಳಿಗೆ ವಿಧ್ಯುಕ್ತ ಚಾಲನೆ ದೊರೆಯಿತು. ನಗರದ ಡಾ. ಬಿ.ಆರ್. ಅಂಬೇಡ್ಕರ್ ಭವನದಲ್ಲಿಂದು ಆಯೋಜಿಸಲಾಗಿದ್ದ ಉದ್ಘಾಟನಾ ಕಾರ್ಯಕ್ರಮದಲ್ಲಿ ಶಾಸಕರಾದ ಎ.ಆರ್. ಕೃಷ್ಣಮೂರ್ತಿ ಅವರು ಚೆಸ್ ಪಂದ್ಯಾವಳಿಗೆ ಚಾಲನೆ ನೀಡಿದರು. ಇದೇ ವೇಳೆ ಮಾತನಾಡಿದ ಶಾಸಕರಾದ ಎ.ಆರ್. ಕೃಷ್ಣಮೂರ್ತಿ ಅವರು ಪದವಿ ಪೂರ್ವ ಕಾಲೇಜುಗಳ ರಾಜ್ಯಮಟ್ಟದ ಚೆಸ್ ಪಂದ್ಯಾವಳಿ ಆಯೋಜನೆಗೆ ಚಾಮರಾಜನಗರ ಜಿಲ್ಲೆಗೆ ಅವಕಾಶ ದೊರೆತಿರುವುದು ಹೆಮ್ಮೆಯ ವಿಚಾರ. ಭಾರತದ ಪುರಾತನ ಕಾಲದಿಂದಲೂ ಚದುರಂಗ ಆಟವು ಬುದ್ಧಿಮತ್ತೆಯ ಆಟವಾಗಿದೆ. ಚೆಸ್‌ನಲ್ಲಿ ಭಾರತದ ವಿಶ್ವನಾಥನ್ ಆನಂದ್, ಪ್ರಜ್ಞಾ ಆನಂದ್ ವಿಶ್ವದಲ್ಲಿ ಗುರುತಿಸಿಕೊಂಡಿದ್ದಾರೆ. ನಗರದಲ್ಲಿ ಏರ್ಪಡಿಸಲಾಗಿರುವ ಪದವಿ ಪೂರ್ವ ಕಾಲೇಜುಗಳ ರಾಜ್ಯಮಟ್ಟದ ಚೆಸ್ ಪಂದ್ಯಾವಳಿ ಯಶಸ್ವಿಯಾಗಲಿ. ಕ್ರೀಡಾ ಮನೋಭಾವ ಸ್ಪೂರ್ತಿ ಸ್ಪರ್ಧಿಗಳಲ್ಲಿ [30, 123, 292, 295]
kshaya-headline-2: ಪಂಚಾಯಿತಿ ತರಬೇತಿ ಕಾರ್ಯಾಗಾರ [646, 1212, 922, 1240]
lead-headline: ನಗರದಲ್ಲಿ ಪದವಿ ಪೂರ್ವ ಕಾಲೇಜುಗಳ ರಾಜ್ಯಮಟ್ಟದ ಚೆಸ್ ಪಂದ್ಯಾವಳಿಗೆ ವಿಧ್ಯುಕ್ತ ಚಾಲನೆ [122, 64, 898, 95]
lead-rule [10, 106, 1010, 107]
anganavadi-headline: ಅಂಗನವಾಡಿ ಕೇಂದ್ರಗಳಿಗೆ ಆಹಾರ ಸರಬರಾಜು [545, 634, 711, 681]
notice-office: ನಗರಸಭಾ ಕಾರ್ಯಾಲಯ ಚಾಮರಾಜನಗರ [797, 612, 939, 624]
pataki-headline: ಹಸಿರು ಪಟಾಕಿ ಬಳಕೆಗೆ ನಗರಸಭೆ ಸೂಚನೆ [516, 372, 844, 400]
ticket-headline-1: ನಾನು ಲೋಕಸಭಾ ಚುನಾವಣೆಗೆ [112, 861, 318, 885]
chess-players-image [296, 114, 733, 304]
masthead-rule [10, 50, 1010, 52]
